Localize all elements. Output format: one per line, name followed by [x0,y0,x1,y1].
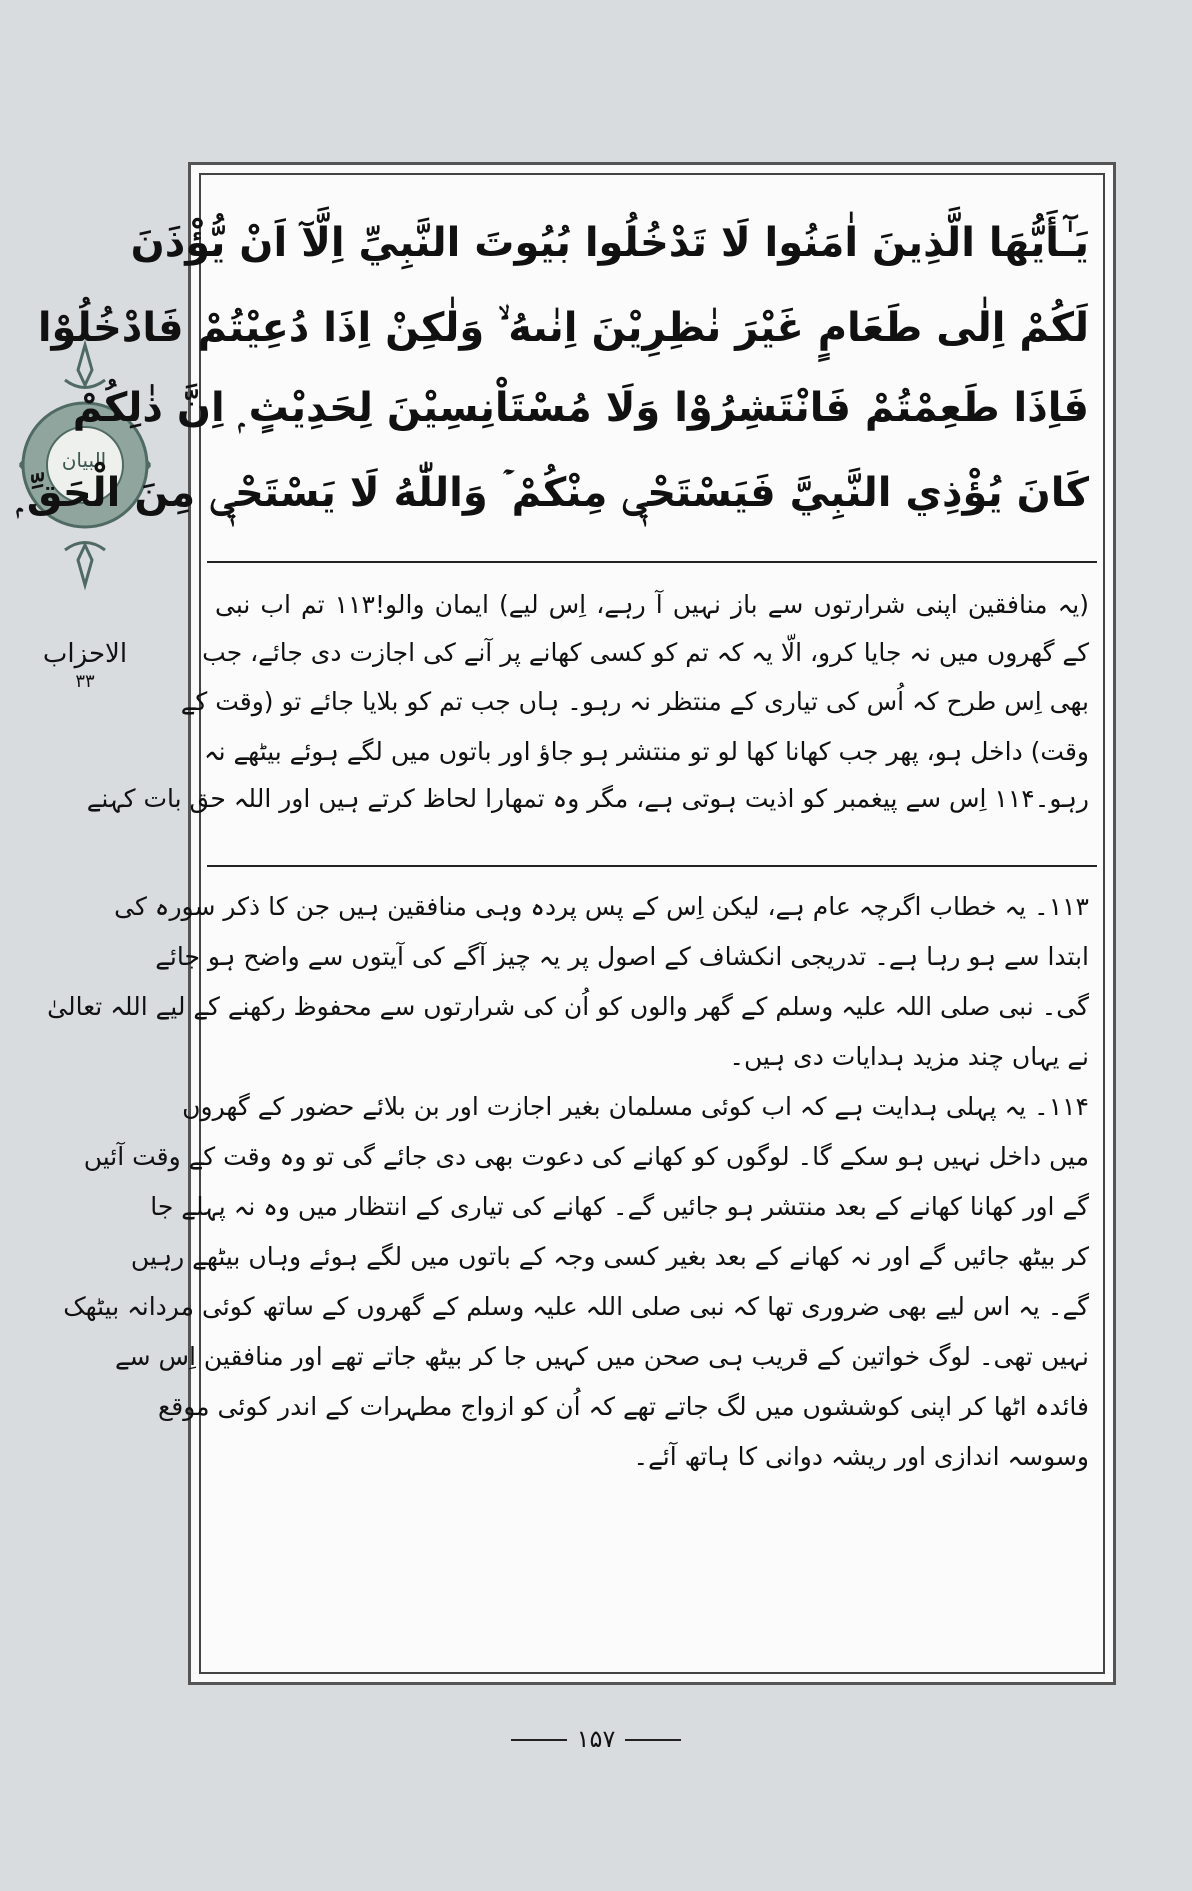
footnote-line: کر بیٹھ جائیں گے اور نہ کھانے کے بعد بغیر کسی وجہ کے باتوں میں لگے ہوئے وہاں بیٹھے رہیں [130,1242,1089,1271]
footnote-line: گے اور کھانا کھانے کے بعد منتشر ہو جائیں گے۔ کھانے کی تیاری کے انتظار میں وہ نہ پہلے جا [150,1192,1089,1221]
page-number: ۱۵۷ [576,1725,616,1753]
footnote-line: گے۔ یہ اس لیے بھی ضروری تھا کہ نبی صلی اللہ علیہ وسلم کے گھروں کے ساتھ کوئی مردانہ بیٹھک [63,1292,1089,1321]
arabic-verse-line: كَانَ يُؤْذِي النَّبِيَّ فَيَسْتَحْيٖ مِنْكُمْ ۡ وَاللّٰهُ لَا يَسْتَحْيٖ مِنَ الْحَقِّ ۭ [16,470,1089,516]
footnote-line: ۱۱۳۔ یہ خطاب اگرچہ عام ہے، لیکن اِس کے پس پردہ وہی منافقین ہیں جن کا ذکر سورہ کی [114,892,1089,921]
footnote-line: ابتدا سے ہو رہا ہے۔ تدریجی انکشاف کے اصول پر یہ چیز آگے کی آیتوں سے واضح ہو جائے [155,942,1089,971]
translation-line: کے گھروں میں نہ جایا کرو، الّا یہ کہ تم کو کسی کھانے پر آنے کی اجازت دی جائے، جب [202,638,1089,667]
footnote-line: وسوسہ اندازی اور ریشہ دوانی کا ہاتھ آئے۔ [633,1442,1089,1471]
footnote-line: میں داخل نہیں ہو سکے گا۔ لوگوں کو کھانے کی دعوت بھی دی جائے گی تو وہ وقت کے وقت آئیں [83,1142,1089,1171]
surah-number: ۳۳ [75,671,95,692]
surah-name: الاحزاب [42,639,128,669]
translation-line: (یہ منافقین اپنی شرارتوں سے باز نہیں آ رہے، اِس لیے) ایمان والو!۱۱۳ تم اب نبی [215,590,1089,619]
translation-line: بھی اِس طرح کہ اُس کی تیاری کے منتظر نہ رہو۔ ہاں جب تم کو بلایا جائے تو (وقت کے [180,687,1089,716]
section-divider [207,561,1097,563]
footnote-line: نے یہاں چند مزید ہدایات دی ہیں۔ [729,1042,1089,1071]
footnote-line: فائدہ اٹھا کر اپنی کوششوں میں لگ جاتے تھے کہ اُن کو ازواج مطہرات کے اندر کوئی موقع [157,1392,1089,1421]
dash-left [511,1739,567,1741]
footnote-line: ۱۱۴۔ یہ پہلی ہدایت ہے کہ اب کوئی مسلمان بغیر اجازت اور بن بلائے حضور کے گھروں [182,1092,1089,1121]
translation-line: رہو۔۱۱۴ اِس سے پیغمبر کو اذیت ہوتی ہے، مگر وہ تمھارا لحاظ کرتے ہیں اور اللہ حق بات کہنے [86,784,1089,813]
page-number-footer [0,1725,1192,1753]
arabic-verse-line: يَـٰٓأَيُّهَا الَّذِينَ اٰمَنُوا لَا تَدْخُلُوا بُيُوتَ النَّبِيِّ اِلَّآ اَنْ يُّؤْذَنَ [130,220,1089,266]
translation-line: وقت) داخل ہو، پھر جب کھانا کھا لو تو منتشر ہو جاؤ اور باتوں میں لگے ہوئے بیٹھے نہ [203,737,1089,766]
dash-right [625,1739,681,1741]
ornament-label: البیان [61,448,107,472]
footnote-line: گی۔ نبی صلی اللہ علیہ وسلم کے گھر والوں کو اُن کی شرارتوں سے محفوظ رکھنے کے لیے اللہ تعالیٰ [47,992,1089,1021]
footnote-line: نہیں تھی۔ لوگ خواتین کے قریب ہی صحن میں کہیں جا کر بیٹھ جاتے تھے اور منافقین اِس سے [114,1342,1089,1371]
footnote-divider [207,865,1097,867]
surah-marker [20,640,150,696]
arabic-verse-line: لَكُمْ اِلٰى طَعَامٍ غَيْرَ نٰظِرِيْنَ اِنٰىهُ ۙ وَلٰكِنْ اِذَا دُعِيْتُمْ فَادْخُلُوْا [37,305,1089,351]
arabic-verse-line: فَاِذَا طَعِمْتُمْ فَانْتَشِرُوْا وَلَا مُسْتَاْنِسِيْنَ لِحَدِيْثٍ ۭ اِنَّ ذٰلِكُمْ [72,385,1089,431]
